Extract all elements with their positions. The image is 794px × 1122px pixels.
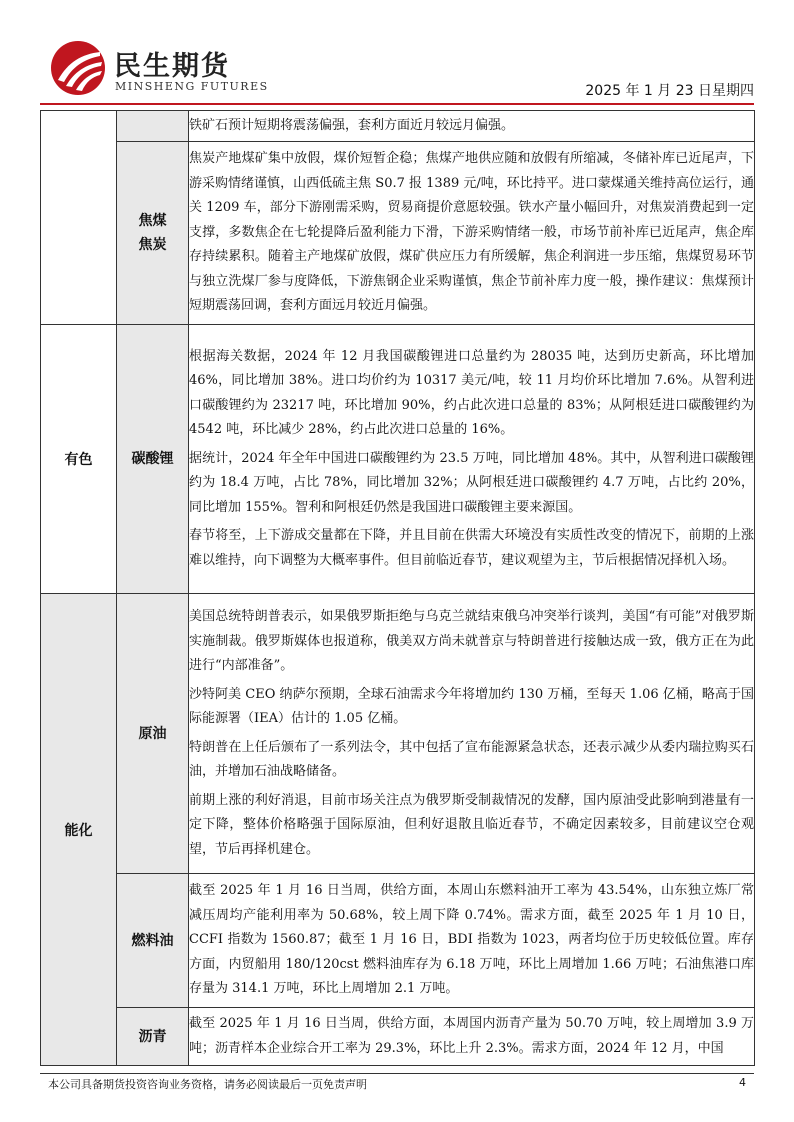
category-cell-black xyxy=(41,111,117,325)
sub-cell-crude-oil: 原油 xyxy=(117,594,189,874)
crude-paragraph-2: 沙特阿美 CEO 纳萨尔预期，全球石油需求今年将增加约 130 万桶，至每天 1.06 亿桶，略高于国际能源署（IEA）估计的 1.05 亿桶。 xyxy=(189,686,754,726)
iron-ore-content xyxy=(189,111,755,142)
report-date: 2025 年 1 月 23 日星期四 xyxy=(585,83,754,99)
minsheng-logo-icon xyxy=(50,40,106,96)
table-row xyxy=(41,325,755,594)
fuel-paragraph: 截至 2025 年 1 月 16 日当周，供给方面，本周山东燃料油开工率为 43.54%，山东独立炼厂常减压周均产能利用率为 50.68%，较上周下降 0.74%。需求方面，截至 2025 年 1 月 10 日，CCFI 指数为 1560.87；截至 1 月 16 日，BDI 指数为 1023，两者均位于历史较低位置。库存方面，内贸船用 180/120cst 燃料油库存为 6.18 万吨，环比上周增加 1.66 万吨；石油焦港口库存量为 314.1 万吨，环比上周增加 2.1 万吨。 xyxy=(189,883,754,997)
table-row xyxy=(41,594,755,874)
coke-content xyxy=(189,142,755,325)
disclaimer-note: 本公司具备期货投资咨询业务资格，请务必阅读最后一页免责声明 xyxy=(48,1078,367,1091)
footer-rule xyxy=(40,1073,754,1074)
crude-content xyxy=(189,594,755,874)
table-row xyxy=(41,1008,755,1066)
lithium-paragraph-1: 根据海关数据，2024 年 12 月我国碳酸锂进口总量约为 28035 吨，达到历史新高，环比增加 46%，同比增加 38%。进口均价约为 10317 美元/吨，较 11 月均价环比增加 7.6%。从智利进口碳酸锂约为 23217 吨，环比增加 90%，约占此次进口总量的 83%；从阿根廷进口碳酸锂约为 4542 吨，环比减少 28%，约占此次进口总量的 16%。 xyxy=(189,348,754,438)
category-cell-energy-chem: 能化 xyxy=(41,594,117,1066)
lithium-paragraph-2: 据统计，2024 年全年中国进口碳酸锂约为 23.5 万吨，同比增加 48%。其中，从智利进口碳酸锂约为 18.4 万吨，占比 78%，同比增加 32%；从阿根廷进口碳酸锂约 4.7 万吨，占比约 20%，同比增加 155%。智利和阿根廷仍然是我国进口碳酸锂主要来源国。 xyxy=(189,450,754,515)
header-rule xyxy=(40,103,754,105)
sub-cell-iron-ore xyxy=(117,111,189,142)
sub-cell-coking-coal-coke xyxy=(117,142,189,325)
coke-paragraph: 焦炭产地煤矿集中放假，煤价短暂企稳；焦煤产地供应随和放假有所缩减，冬储补库已近尾声，下游采购情绪谨慎，山西低硫主焦 S0.7 报 1389 元/吨，环比持平。进口蒙煤通关维持高位运行，通关 1209 车，部分下游刚需采购，贸易商提价意愿较强。铁水产量小幅回升，对焦炭消费起到一定支撑，多数焦企在七轮提降后盈利能力下滑，下游采购情绪一般，市场节前补库已近尾声，焦企库存持续累积。随着主产地煤矿放假，煤矿供应压力有所缓解，焦企利润进一步压缩，焦煤贸易环节与独立洗煤厂参与度降低，下游焦钢企业采购谨慎，焦企节前补库力度一般，操作建议：焦煤预计短期震荡回调，套利方面远月较近月偏强。 xyxy=(189,151,754,314)
brand-name-cn: 民生期货 xyxy=(114,51,230,82)
lithium-content xyxy=(189,325,755,594)
commodity-table xyxy=(40,110,755,1066)
sub-cell-lithium-carbonate: 碳酸锂 xyxy=(117,325,189,594)
brand-name-en: MINSHENG FUTURES xyxy=(115,80,269,93)
sub-cell-fuel-oil: 燃料油 xyxy=(117,874,189,1008)
sub-cell-asphalt: 沥青 xyxy=(117,1008,189,1066)
page-number: 4 xyxy=(739,1076,746,1089)
category-cell-nonferrous: 有色 xyxy=(41,325,117,594)
asphalt-paragraph: 截至 2025 年 1 月 16 日当周，供给方面，本周国内沥青产量为 50.70 万吨，较上周增加 3.9 万吨；沥青样本企业综合开工率为 29.3%，环比上升 2.3%。需求方面，2024 年 12 月，中国 xyxy=(189,1016,754,1056)
table-row xyxy=(41,142,755,325)
asphalt-content xyxy=(189,1008,755,1066)
table-row xyxy=(41,874,755,1008)
coke-label: 焦炭 xyxy=(138,237,167,253)
coking-coal-label: 焦煤 xyxy=(138,213,167,229)
lithium-paragraph-3: 春节将至，上下游成交量都在下降，并且目前在供需大环境没有实质性改变的情况下，前期的上涨难以维持，向下调整为大概率事件。但目前临近春节，建议观望为主，节后根据情况择机入场。 xyxy=(189,528,754,568)
fuel-content xyxy=(189,874,755,1008)
iron-ore-paragraph: 铁矿石预计短期将震荡偏强，套利方面近月较远月偏强。 xyxy=(189,117,515,133)
crude-paragraph-3: 特朗普在上任后颁布了一系列法令，其中包括了宣布能源紧急状态，还表示减少从委内瑞拉购买石油，并增加石油战略储备。 xyxy=(189,739,754,779)
table-row xyxy=(41,111,755,142)
page-header xyxy=(40,40,754,102)
crude-paragraph-1: 美国总统特朗普表示，如果俄罗斯拒绝与乌克兰就结束俄乌冲突举行谈判，美国“有可能”对俄罗斯实施制裁。俄罗斯媒体也报道称，俄美双方尚未就普京与特朗普进行接触达成一致，俄方正在为此进行“内部准备”。 xyxy=(189,609,754,673)
crude-paragraph-4: 前期上涨的利好消退，目前市场关注点为俄罗斯受制裁情况的发酵，国内原油受此影响到港量有一定下降，整体价格略强于国际原油，但利好退散且临近春节，不确定因素较多，目前建议空仓观望，节后再择机建仓。 xyxy=(189,792,754,857)
